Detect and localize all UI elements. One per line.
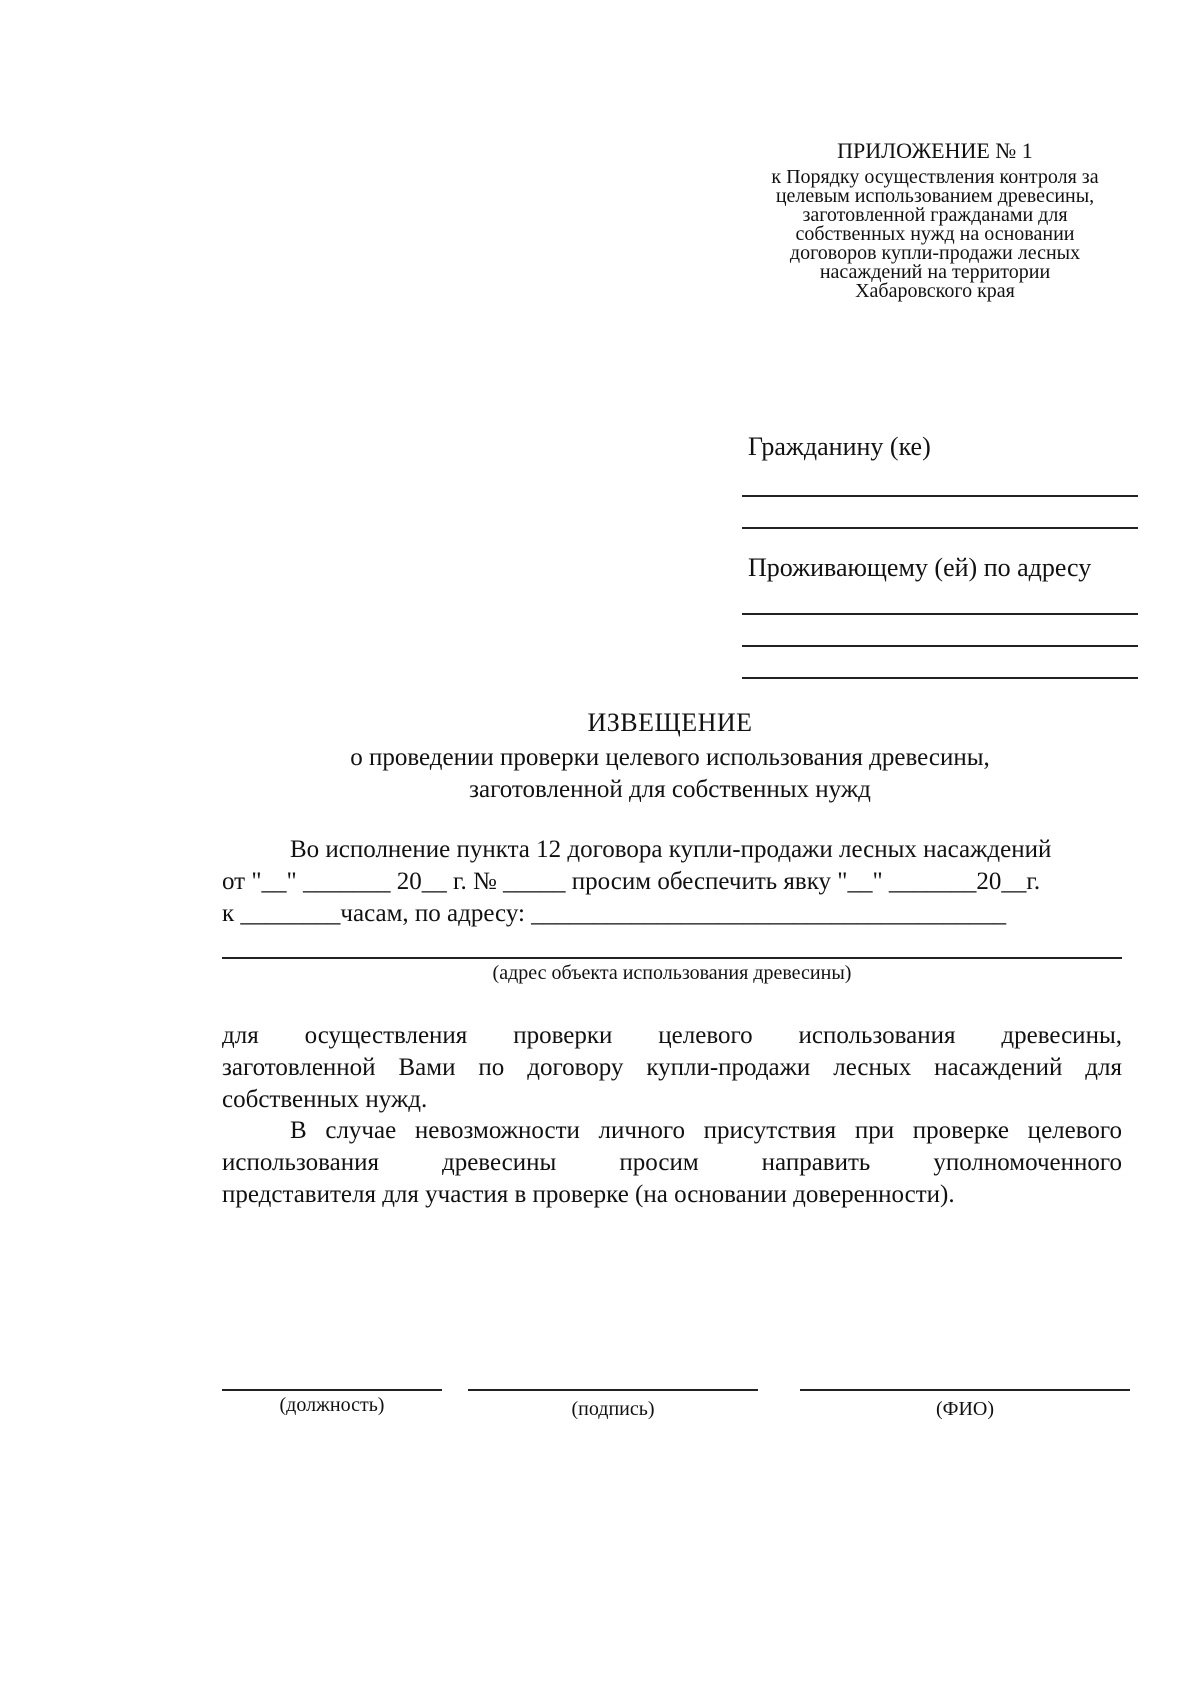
appendix-header <box>735 138 1135 301</box>
appendix-line: насаждений на территории <box>819 261 1051 283</box>
citizen-name-line <box>742 495 1138 497</box>
address-line <box>742 613 1138 615</box>
paragraph-purpose <box>222 1020 1122 1116</box>
appendix-title: ПРИЛОЖЕНИЕ № 1 <box>837 138 1033 163</box>
appendix-line: договоров купли-продажи лесных <box>789 242 1081 264</box>
paragraph-line: собственных нужд. <box>222 1086 428 1113</box>
full-name-caption: (ФИО) <box>935 1398 994 1420</box>
position-line <box>222 1389 442 1391</box>
notice-subtitle: заготовленной для собственных нужд <box>469 776 871 803</box>
appendix-line: Хабаровского края <box>855 280 1015 302</box>
address-object-line <box>222 957 1122 959</box>
signature-line <box>468 1389 758 1391</box>
position-caption: (должность) <box>279 1394 385 1416</box>
body-line-date: от "__" _______ 20__ г. № _____ просим обеспечить явку "__" _______20__г. <box>222 868 1041 895</box>
citizen-name-line <box>742 527 1138 529</box>
address-line <box>742 645 1138 647</box>
residing-label: Проживающему (ей) по адресу <box>748 553 1092 582</box>
address-line <box>742 677 1138 679</box>
notice-subtitle: о проведении проверки целевого использования древесины, <box>350 744 990 771</box>
body-line-contract: Во исполнение пункта 12 договора купли-продажи лесных насаждений <box>290 836 1052 863</box>
appendix-line: собственных нужд на основании <box>795 223 1075 245</box>
paragraph-line: представителя для участия в проверке (на основании доверенности). <box>222 1181 955 1208</box>
address-caption: (адрес объекта использования древесины) <box>492 962 852 984</box>
body-line-time-address: к ________часам, по адресу: ______________________________________ <box>222 900 1007 927</box>
paragraph-representative <box>222 1115 1122 1211</box>
citizen-label: Гражданину (ке) <box>748 432 931 461</box>
appendix-line: заготовленной гражданами для <box>802 204 1068 226</box>
full-name-line <box>800 1389 1130 1391</box>
appendix-line: к Порядку осуществления контроля за <box>771 166 1099 188</box>
paragraph-line: В случае невозможности личного присутствия при проверке целевого <box>290 1117 1122 1144</box>
notice-title: ИЗВЕЩЕНИЕ <box>587 708 753 737</box>
paragraph-line: использования древесины просим направить уполномоченного <box>222 1149 1122 1176</box>
signature-caption: (подпись) <box>571 1398 655 1420</box>
appendix-line: целевым использованием древесины, <box>775 185 1095 207</box>
paragraph-line: заготовленной Вами по договору купли-продажи лесных насаждений для <box>222 1054 1122 1081</box>
paragraph-line: для осуществления проверки целевого использования древесины, <box>222 1022 1122 1049</box>
